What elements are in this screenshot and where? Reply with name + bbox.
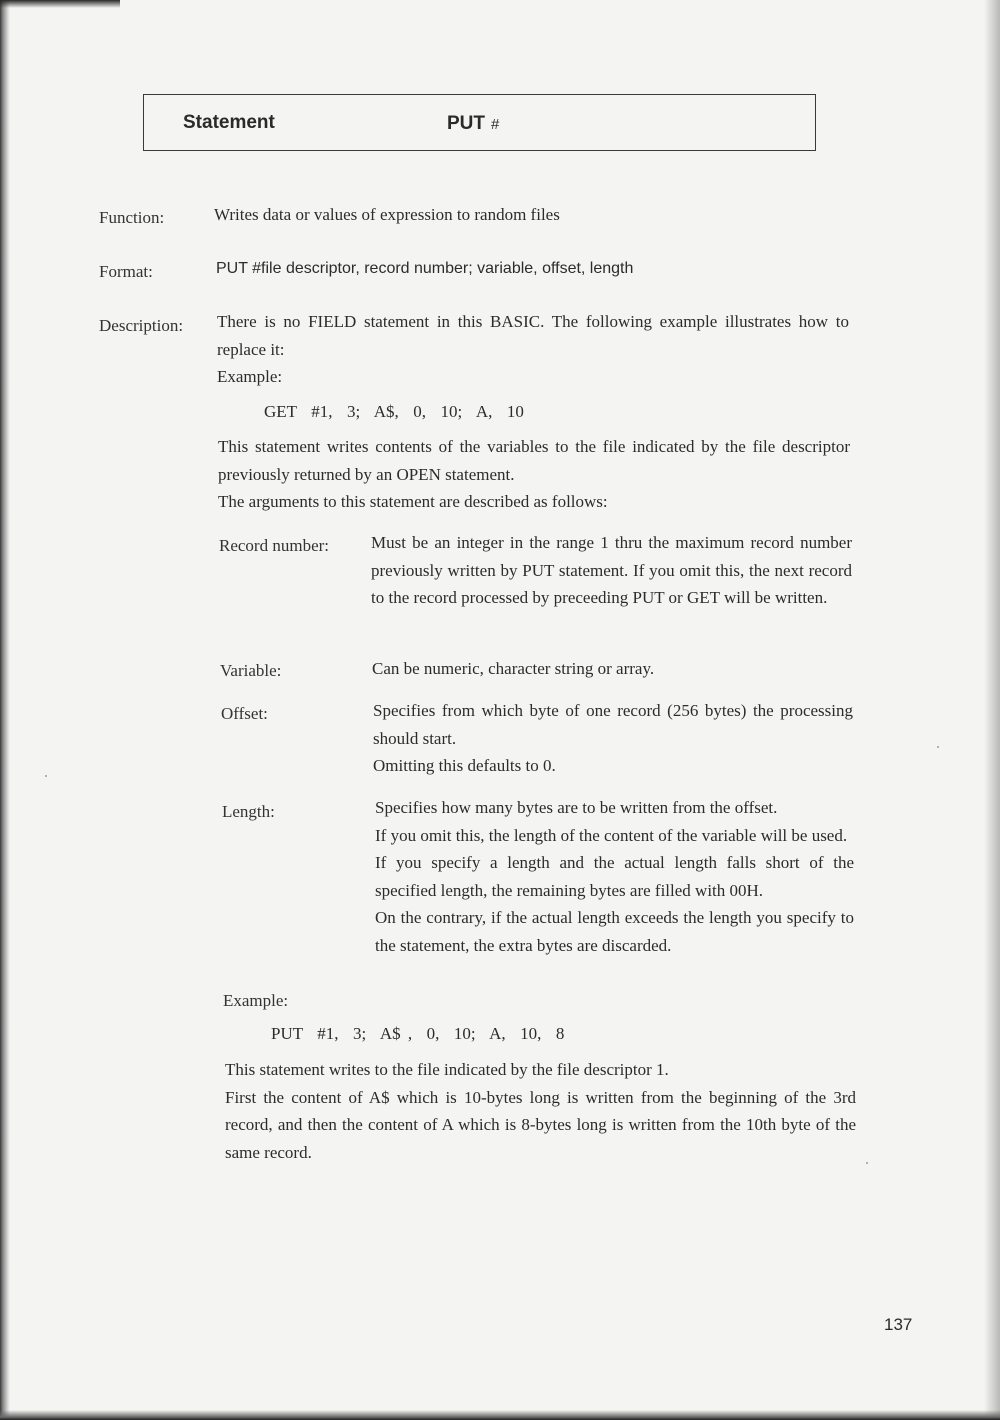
argument-line: Specifies how many bytes are to be written from the offset. [375,798,778,817]
argument-text-length [375,794,854,959]
scan-speck [866,1162,868,1164]
page-edge-top [0,0,120,8]
example-explanation-line: This statement writes to the file indicated by the file descriptor 1. [225,1060,669,1079]
argument-line: Can be numeric, character string or array. [372,659,655,678]
example-explanation [225,1056,856,1166]
function-text: Writes data or values of expression to random files [214,205,560,224]
example-label: Example: [223,991,289,1010]
statement-header-box [143,94,816,151]
description-intro [217,308,849,391]
argument-text-record-number [371,529,852,612]
argument-label-record-number: Record number: [219,536,329,555]
description-summary-text: This statement writes contents of the variables to the file indicated by the file descriptor previously returned by an OPEN statement. [218,437,850,484]
header-name: PUT [447,113,485,134]
description-example-label: Example: [217,367,283,386]
description-arguments-intro: The arguments to this statement are described as follows: [218,492,608,511]
scan-speck [937,746,939,748]
description-label: Description: [99,316,184,335]
page-edge-right [984,0,1000,1420]
function-label: Function: [99,208,165,227]
format-text: PUT #file descriptor, record number; variable, offset, length [216,260,634,277]
example-code: PUT #1, 3; A$ , 0, 10; A, 10, 8 [271,1024,565,1043]
argument-line: Must be an integer in the range 1 thru the maximum record number previously written by PUT statement. If you omit this, the next record to the record processed by preceeding PUT or GET will be written. [371,533,852,607]
header-statement-name [447,113,499,135]
page-edge-left [0,0,10,1420]
argument-text-variable [372,655,853,683]
description-example-code: GET #1, 3; A$, 0, 10; A, 10 [264,402,524,421]
example-explanation-line: First the content of A$ which is 10-bytes long is written from the beginning of the 3rd record, and then the content of A which is 8-bytes long is written from the 10th byte of the same record. [225,1087,856,1162]
argument-line: Omitting this defaults to 0. [373,756,556,775]
argument-label-variable: Variable: [220,661,282,680]
header-name-suffix: # [491,116,500,133]
argument-label-offset: Offset: [221,704,268,723]
argument-line: Specifies from which byte of one record (256 bytes) the processing should start. [373,701,853,748]
description-intro-text: There is no FIELD statement in this BASIC. The following example illustrates how to replace it: [217,312,849,359]
argument-text-offset [373,697,853,780]
argument-label-length: Length: [222,802,275,821]
format-label: Format: [99,262,153,281]
page-edge-bottom [0,1410,1000,1420]
page-number: 137 [884,1315,913,1334]
argument-line: If you specify a length and the actual length falls short of the specified length, the remaining bytes are filled with 00H. [375,853,854,900]
argument-line: On the contrary, if the actual length exceeds the length you specify to the statement, the extra bytes are discarded. [375,908,854,955]
header-kind: Statement [183,112,275,133]
scan-speck [45,775,47,777]
description-summary [218,433,850,516]
argument-line: If you omit this, the length of the content of the variable will be used. [375,825,848,845]
